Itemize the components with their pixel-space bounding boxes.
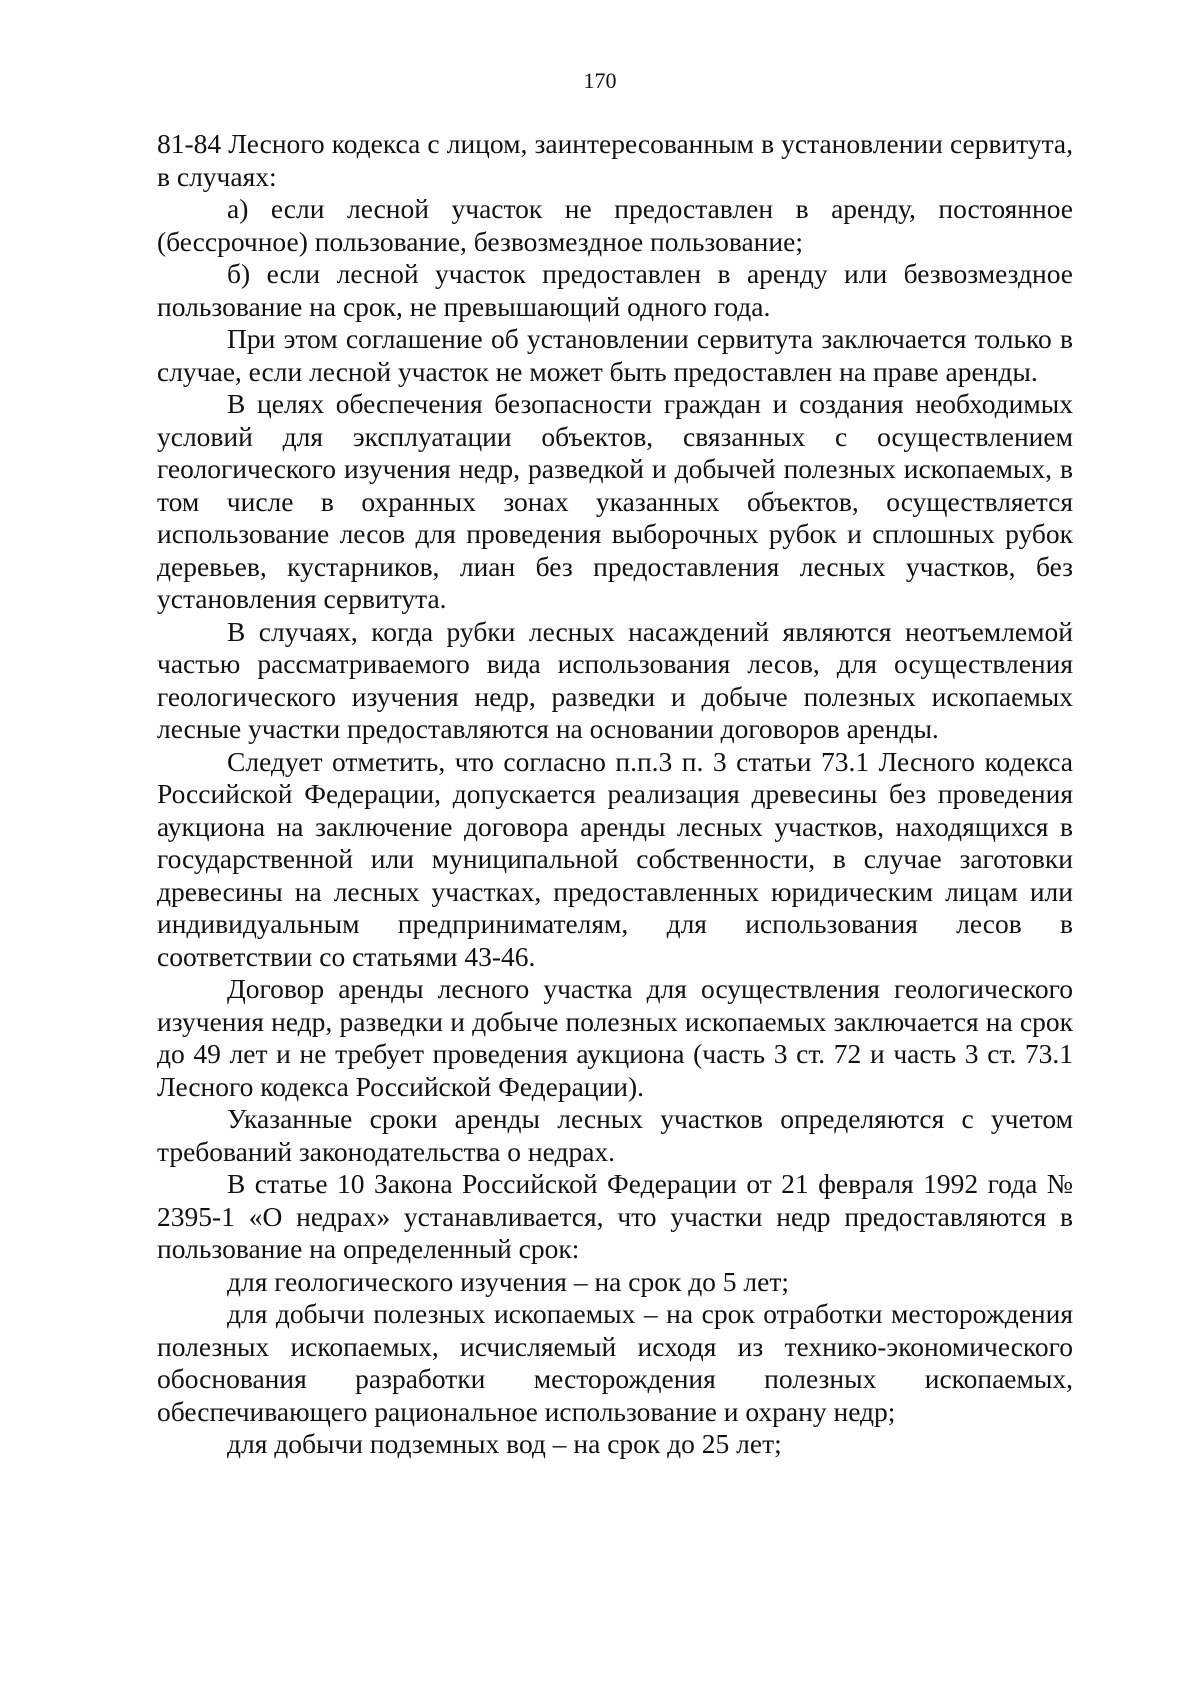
paragraph: для геологического изучения – на срок до 5 лет; [227,1265,790,1297]
document-body [157,128,1073,1461]
paragraph: В статье 10 Закона Российской Федерации от 21 февраля 1992 года № 2395-1 «О недрах» устанавливается, что участки недр предоставляются в пользование на определенный срок: [157,1168,1073,1264]
paragraph: 81-84 Лесного кодекса с лицом, заинтересованным в установлении сервитута, в случаях: [157,128,1073,192]
paragraph: Указанные сроки аренды лесных участков определяются с учетом требований законодательства о недрах. [157,1103,1073,1167]
paragraph: для добычи полезных ископаемых – на срок отработки месторождения полезных ископаемых, исчисляемый исходя из технико-экономического обоснования разработки месторождения полезных ископаемых, обеспечивающего рациональное использование и охрану недр; [157,1298,1073,1427]
paragraph: Следует отметить, что согласно п.п.3 п. 3 статьи 73.1 Лесного кодекса Российской Федерации, допускается реализация древесины без проведения аукциона на заключение договора аренды лесных участков, находящихся в государственной или муниципальной собственности, в случае заготовки древесины на лесных участках, предоставленных юридическим лицам или индивидуальным предпринимателям, для использования лесов в соответствии со статьями 43-46. [157,745,1073,972]
paragraph: для добычи подземных вод – на срок до 25 лет; [227,1428,782,1459]
paragraph: б) если лесной участок предоставлен в аренду или безвозмездное пользование на срок, не превышающий одного года. [157,258,1073,322]
paragraph: В случаях, когда рубки лесных насаждений являются неотъемлемой частью рассматриваемого вида использования лесов, для осуществления геологического изучения недр, разведки и добыче полезных ископаемых лесные участки предоставляются на основании договоров аренды. [157,615,1073,744]
paragraph: а) если лесной участок не предоставлен в аренду, постоянное (бессрочное) пользование, безвозмездное пользование; [157,193,1073,257]
paragraph: При этом соглашение об установлении сервитута заключается только в случае, если лесной участок не может быть предоставлен на праве аренды. [157,323,1073,387]
paragraph: Договор аренды лесного участка для осуществления геологического изучения недр, разведки и добыче полезных ископаемых заключается на срок до 49 лет и не требует проведения аукциона (часть 3 ст. 72 и часть 3 ст. 73.1 Лесного кодекса Российской Федерации). [157,973,1073,1102]
page-number: 170 [583,68,617,93]
paragraph: В целях обеспечения безопасности граждан и создания необходимых условий для эксплуатации объектов, связанных с осуществлением геологического изучения недр, разведкой и добычей полезных ископаемых, в том числе в охранных зонах указанных объектов, осуществляется использование лесов для проведения выборочных рубок и сплошных рубок деревьев, кустарников, лиан без предоставления лесных участков, без установления сервитута. [157,388,1073,614]
